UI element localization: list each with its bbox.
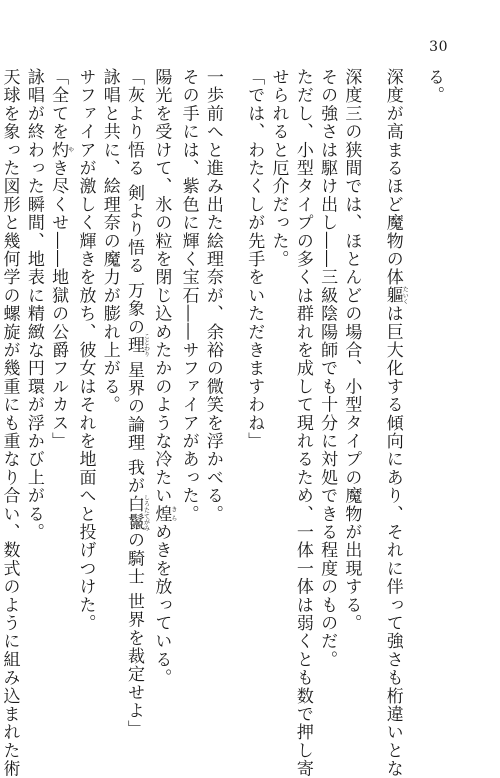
text-segment: る。 (424, 68, 444, 105)
ruby-reading: しろたてがみ (142, 494, 150, 532)
text-line (291, 68, 315, 778)
text-line (242, 68, 266, 668)
novel-body-text (0, 68, 446, 778)
ruby-reading: ことわり (142, 333, 150, 358)
text-line (122, 68, 150, 739)
text-line (380, 68, 421, 778)
text-segment: は巨大化する傾向にあり、それに伴って強さも桁違いとな (382, 304, 403, 778)
text-segment: サファイアが激しく輝きを放ち、彼女はそれを地面へと投げつけた。 (75, 68, 96, 633)
ruby-word: 軀たいく (382, 286, 409, 305)
text-line (339, 68, 380, 668)
text-segment: 天球を象った図形と幾何学の螺旋が幾重にも重なり合い、数式のように組み込まれた術 (0, 68, 20, 778)
text-line (97, 68, 121, 668)
text-line (46, 68, 73, 668)
text-line (315, 68, 339, 668)
text-segment: 深度が高まるほど魔物の体 (382, 68, 403, 287)
text-segment: 「全てを (48, 68, 69, 141)
text-segment: ただし、小型タイプの多くは群れを成して現れるため、一体一体は弱くとも数で押し寄 (292, 68, 313, 778)
ruby-word: 煌きら (151, 504, 177, 524)
text-line (266, 68, 290, 668)
text-segment: 「では、わたくしが先手をいただきますわね」 (244, 68, 265, 451)
text-line (422, 68, 446, 668)
page-number: 30 (429, 39, 448, 55)
text-segment: 詠唱が終わった瞬間、地表に精緻な円環が浮かび上がる。 (23, 68, 44, 542)
text-line (0, 68, 22, 778)
ruby-reading: や (66, 140, 74, 159)
text-segment: の騎士 世界を裁定せよ」 (124, 531, 145, 739)
text-line (149, 68, 177, 687)
text-segment: その強さは駆け出し――三級陰陽師でも十分に対処できる程度のものだ。 (317, 68, 338, 669)
text-segment: き尽くせ――地獄の公爵フルカス」 (48, 159, 69, 451)
text-segment: その手には、紫色に輝く宝石――サファイアがあった。 (178, 68, 199, 523)
text-segment: めきを放っている。 (151, 523, 172, 687)
ruby-reading: たいく (401, 286, 409, 305)
text-segment: 深度三の狭間では、ほとんどの場合、小型タイプの魔物が出現する。 (341, 68, 362, 633)
ruby-word: 白鬣しろたてがみ (124, 494, 150, 532)
text-segment: せられると厄介だった。 (268, 68, 289, 269)
ruby-word: 理ことわり (124, 333, 150, 358)
text-segment: 詠唱と共に、絵理奈の魔力が膨れ上がる。 (99, 68, 120, 414)
text-segment: 一歩前へと進み出た絵理奈が、余裕の微笑を浮かべる。 (202, 68, 223, 523)
text-line (201, 68, 242, 668)
text-segment: 「灰より悟る 剣より悟る 万象の (124, 68, 145, 337)
text-line (176, 68, 200, 668)
text-segment: 陽光を受けて、氷の粒を閉じ込めたかのような冷たい (151, 68, 172, 505)
ruby-reading: きら (169, 504, 177, 524)
ruby-word: 灼や (48, 140, 74, 160)
text-segment: 星界の論理 我が (124, 354, 145, 495)
text-line (73, 68, 97, 668)
text-line (22, 68, 46, 668)
